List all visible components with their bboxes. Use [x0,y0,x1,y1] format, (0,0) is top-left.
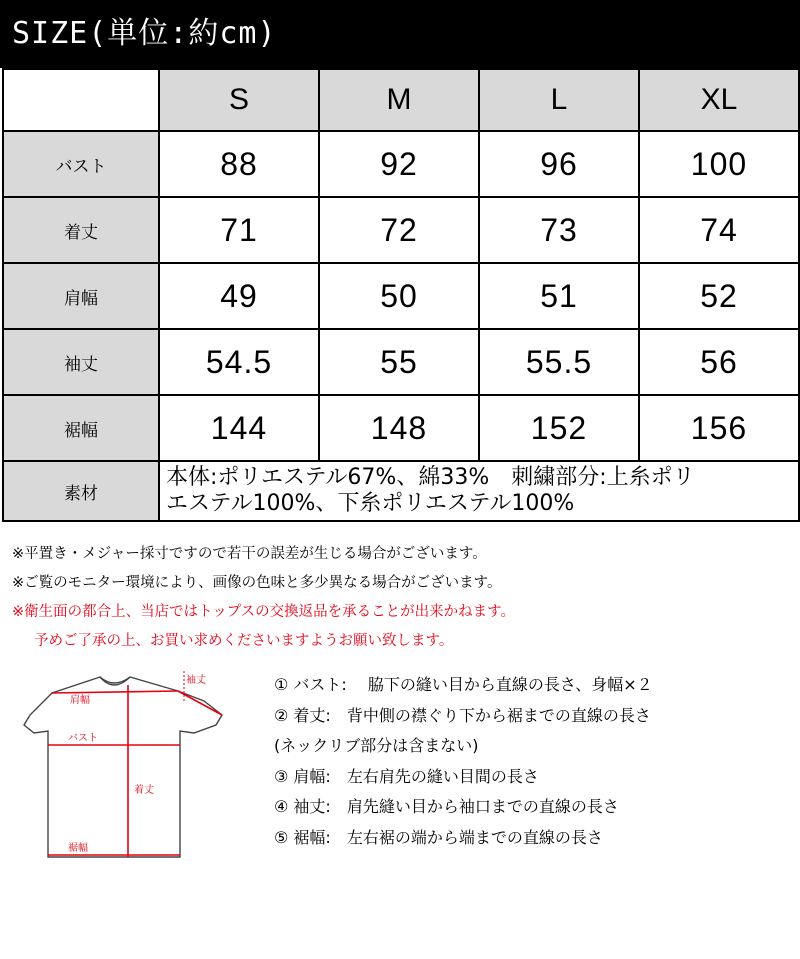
table-cell: 55.5 [479,329,639,395]
table-cell: 100 [639,131,799,197]
notes-section [12,540,792,656]
table-row [3,197,799,263]
label-bust: バスト [68,733,98,744]
label-sleeve: 袖丈 [186,675,206,686]
table-cell: 52 [639,263,799,329]
measurement-descriptions [274,670,794,853]
tshirt-outline [24,677,222,857]
table-row [3,329,799,395]
table-cell: 71 [159,197,319,263]
table-corner-cell [3,69,159,131]
note-monitor: ※ご覧のモニター環境により、画像の色味と多少異なる場合がございます。 [12,575,502,591]
label-length: 着丈 [134,785,154,796]
note-no-return: ※衛生面の都合上、当店ではトップスの交換返品を承ることが出来かねます。 [12,604,515,620]
table-cell: 74 [639,197,799,263]
desc-sleeve: ④ 袖丈: 肩先縫い目から袖口までの直線の長さ [274,797,619,816]
size-header-s: S [159,69,319,131]
row-label-material: 素材 [3,461,159,521]
table-cell: 152 [479,395,639,461]
row-label-sleeve: 袖丈 [3,329,159,395]
row-label-bust: バスト [3,131,159,197]
size-header-xl: XL [639,69,799,131]
material-text-line-2: エステル100%、下糸ポリエステル100% [166,491,575,516]
desc-shoulder: ③ 肩幅: 左右肩先の縫い目間の長さ [274,766,539,786]
desc-length-note: (ネックリブ部分は含まない) [274,736,479,755]
table-cell: 51 [479,263,639,329]
size-table [2,68,800,522]
material-cell [159,461,799,521]
note-measurement: ※平置き・メジャー採寸ですので若干の誤差が生じる場合がございます。 [12,546,487,562]
table-cell: 88 [159,131,319,197]
material-text-line-1: 本体:ポリエステル67%、綿33% 刺繍部分:上糸ポリ [166,465,695,490]
table-cell: 144 [159,395,319,461]
table-cell: 72 [319,197,479,263]
table-cell: 56 [639,329,799,395]
tshirt-diagram-svg [18,663,254,873]
desc-bust: ① バスト: 脇下の縫い目から直線の長さ、身幅×２ [274,675,653,694]
table-cell: 49 [159,263,319,329]
label-hem: 裾幅 [68,843,88,854]
note-acknowledge: 予めご了承の上、お買い求めくださいますようお願い致します。 [34,633,454,649]
material-row [3,461,799,521]
row-label-shoulder: 肩幅 [3,263,159,329]
table-cell: 156 [639,395,799,461]
table-cell: 54.5 [159,329,319,395]
size-header-m: M [319,69,479,131]
desc-hem: ⑤ 裾幅: 左右裾の端から端までの直線の長さ [274,827,603,847]
tshirt-diagram [18,663,254,873]
table-header-row [3,69,799,131]
desc-length: ② 着丈: 背中側の襟ぐり下から裾までの直線の長さ [274,705,651,725]
table-row [3,263,799,329]
table-cell: 148 [319,395,479,461]
label-shoulder: 肩幅 [70,695,90,706]
table-cell: 96 [479,131,639,197]
table-cell: 55 [319,329,479,395]
table-cell: 73 [479,197,639,263]
row-label-hem: 裾幅 [3,395,159,461]
table-row [3,131,799,197]
size-title: SIZE(単位:約cm) [0,0,800,68]
size-header-l: L [479,69,639,131]
table-cell: 92 [319,131,479,197]
table-row [3,395,799,461]
row-label-length: 着丈 [3,197,159,263]
table-cell: 50 [319,263,479,329]
